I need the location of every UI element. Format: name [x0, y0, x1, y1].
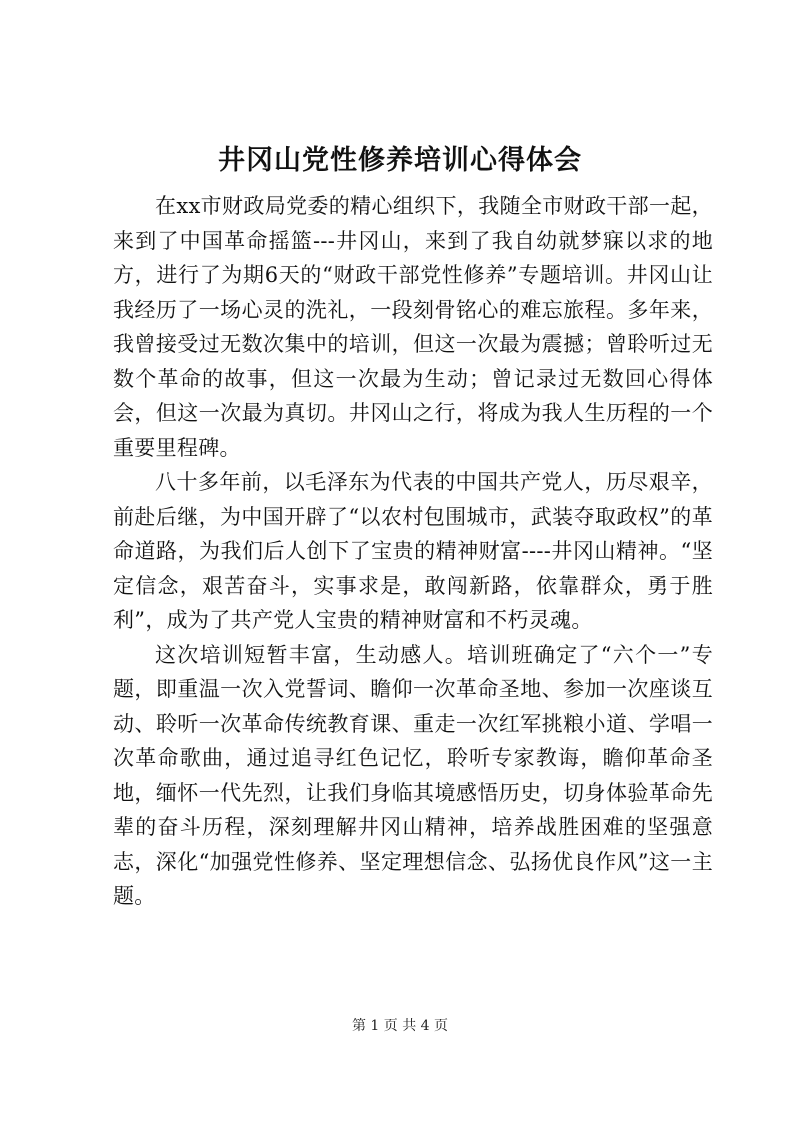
- paragraph-2: 八十多年前，以毛泽东为代表的中国共产党人，历尽艰辛，前赴后继，为中国开辟了“以农村包围城市，武装夺取政权”的革命道路，为我们后人创下了宝贵的精神财富----井冈山精神。“坚定信念，艰苦奋斗，实事求是，敢闯新路，依靠群众，勇于胜利”，成为了共产党人宝贵的精神财富和不朽灵魂。: [113, 470, 713, 632]
- paragraph-3: 这次培训短暂丰富，生动感人。培训班确定了“六个一”专题，即重温一次入党誓词、瞻仰一次革命圣地、参加一次座谈互动、聆听一次革命传统教育课、重走一次红军挑粮小道、学唱一次革命歌曲，通过追寻红色记忆，聆听专家教诲，瞻仰革命圣地，缅怀一代先烈，让我们身临其境感悟历史，切身体验革命先辈的奋斗历程，深刻理解井冈山精神，培养战胜困难的坚强意志，深化“加强党性修养、坚定理想信念、弘扬优良作风”这一主题。: [113, 642, 713, 908]
- document-body: [113, 189, 713, 914]
- document-title: 井冈山党性修养培训心得体会: [218, 145, 582, 176]
- paragraph-1: 在xx市财政局党委的精心组织下，我随全市财政干部一起，来到了中国革命摇篮---井冈山，来到了我自幼就梦寐以求的地方，进行了为期6天的“财政干部党性修养”专题培训。井冈山让我经历了一场心灵的洗礼，一段刻骨铭心的难忘旅程。多年来，我曾接受过无数次集中的培训，但这一次最为震撼；曾聆听过无数个革命的故事，但这一次最为生动；曾记录过无数回心得体会，但这一次最为真切。井冈山之行，将成为我人生历程的一个重要里程碑。: [113, 194, 713, 460]
- page-footer: 第 1 页 共 4 页: [351, 1018, 449, 1034]
